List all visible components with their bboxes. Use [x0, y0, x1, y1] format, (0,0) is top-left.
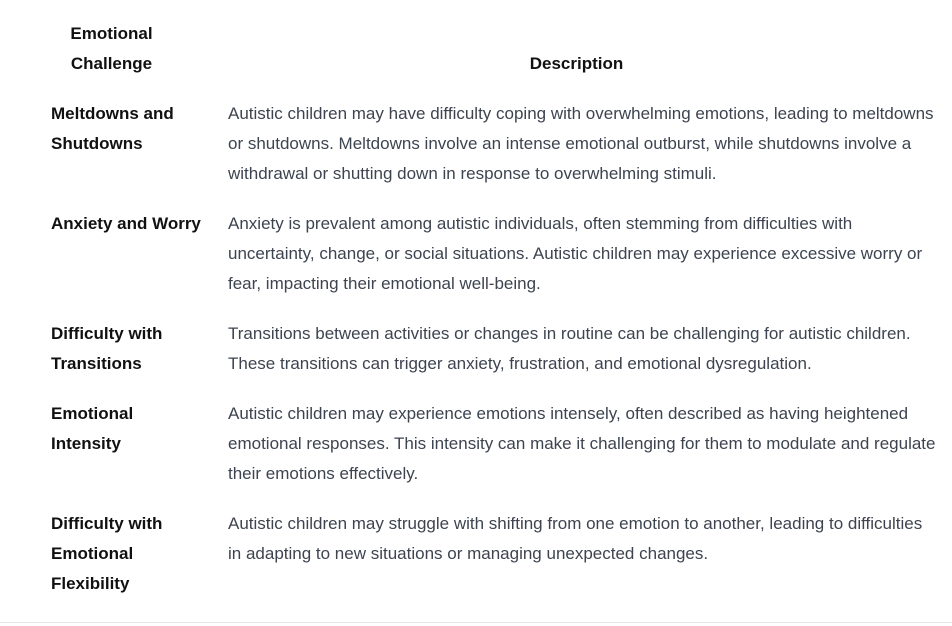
- bottom-divider: [0, 622, 952, 623]
- description-cell: Transitions between activities or changes in routine can be challenging for autistic children. These transitions can trigger anxiety, frustration, and emotional dysregulation.: [228, 324, 911, 373]
- header-emotional-challenge: [38, 14, 215, 94]
- challenge-line: Transitions: [51, 354, 142, 373]
- table-row: [38, 394, 938, 504]
- description-cell: Autistic children may have difficulty coping with overwhelming emotions, leading to meltdowns or shutdowns. Meltdowns involve an intense emotional outburst, while shutdowns involve a withdrawal or shutting down in response to overwhelming stimuli.: [228, 104, 934, 183]
- challenge-line: Difficulty with: [51, 324, 163, 343]
- challenge-line: Anxiety and Worry: [51, 214, 201, 233]
- challenge-cell: [38, 94, 215, 204]
- header-challenge-line-2: Challenge: [70, 54, 153, 73]
- challenge-line: Emotional: [51, 404, 134, 423]
- table-row: [38, 204, 938, 314]
- description-cell: Anxiety is prevalent among autistic individuals, often stemming from difficulties with uncertainty, change, or social situations. Autistic children may experience excessive worry or fear, impacting their emotional well-being.: [228, 214, 923, 293]
- challenge-cell: [38, 504, 215, 614]
- challenge-cell: [38, 204, 215, 314]
- description-cell: Autistic children may experience emotions intensely, often described as having heightened emotional responses. This intensity can make it challenging for them to modulate and regulate their emotions effectively.: [228, 404, 936, 483]
- emotional-challenges-table: [38, 14, 938, 614]
- header-challenge-line-1: Emotional: [70, 24, 153, 43]
- table-row: [38, 504, 938, 614]
- challenge-line: Flexibility: [51, 574, 130, 593]
- challenge-line: Meltdowns and: [51, 104, 174, 123]
- challenge-line: Intensity: [51, 434, 121, 453]
- challenge-line: Emotional: [51, 544, 134, 563]
- table-header-row: [38, 14, 938, 94]
- description-cell: Autistic children may struggle with shifting from one emotion to another, leading to difficulties in adapting to new situations or managing unexpected changes.: [228, 514, 923, 563]
- challenge-line: Difficulty with: [51, 514, 163, 533]
- table-row: [38, 94, 938, 204]
- emotional-challenges-table-container: [38, 14, 938, 614]
- header-description: Description: [529, 54, 624, 73]
- table-row: [38, 314, 938, 394]
- challenge-cell: [38, 314, 215, 394]
- challenge-cell: [38, 394, 215, 504]
- challenge-line: Shutdowns: [51, 134, 143, 153]
